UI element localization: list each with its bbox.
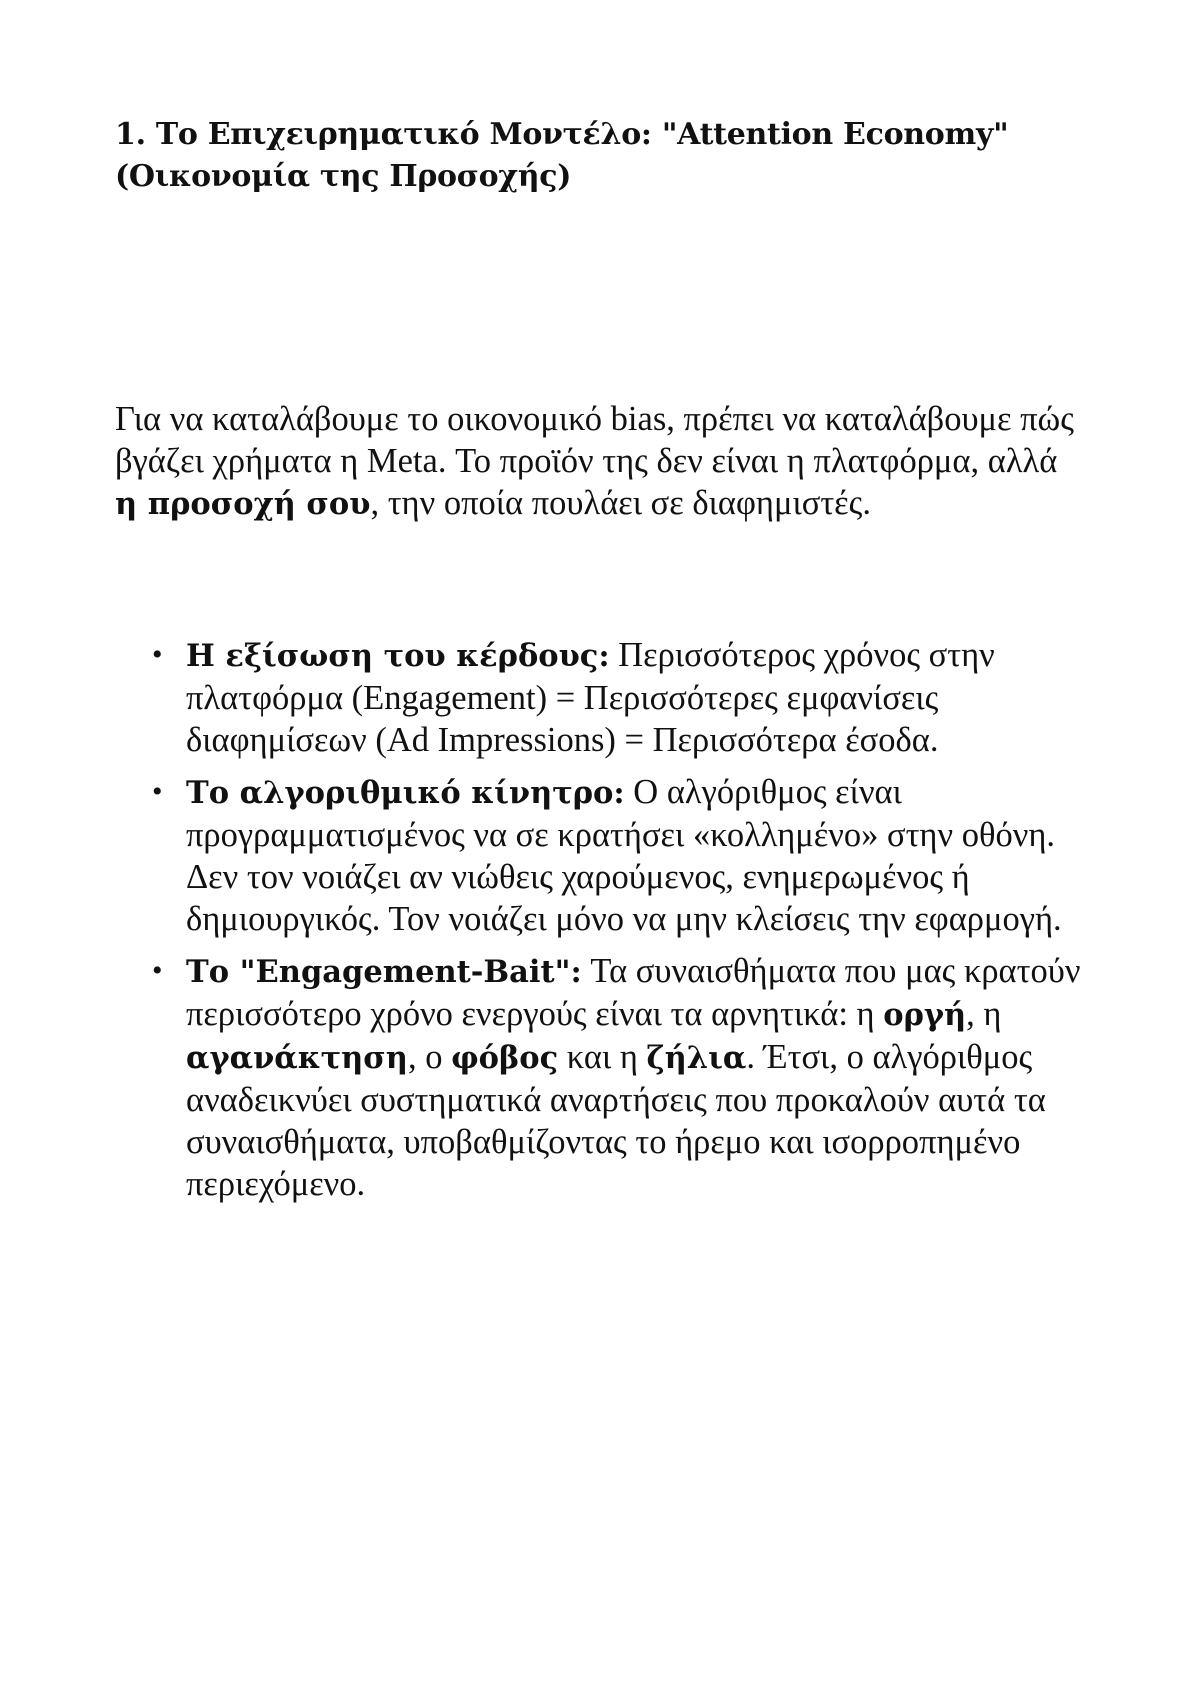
- bullet-list: [150, 634, 1090, 1215]
- bullet-item-profit-equation: [150, 634, 1090, 761]
- bold-indignation: αγανάκτηση: [186, 1040, 408, 1076]
- bullet-marker: •: [152, 638, 163, 671]
- bullet-text-1: Τα συναισθήματα που μας κρατούν περισσότερο χρόνο ενεργούς είναι τα αρνητικά: η: [186, 952, 1081, 1033]
- intro-bold-attention: η προσοχή σου: [115, 486, 371, 522]
- intro-text-2: , την οποία πουλάει σε διαφημιστές.: [370, 484, 871, 522]
- bullet-text-5: . Έτσι, ο αλγόριθμος αναδεικνύει συστηματικά αναρτήσεις που προκαλούν αυτά τα συναισθήματα, υποβαθμίζοντας το ήρεμο και ισορροπημένο περιεχόμενο.: [186, 1038, 1046, 1203]
- bold-anger: οργή: [883, 997, 967, 1033]
- bold-jealousy: ζήλια: [646, 1040, 747, 1076]
- bullet-text: Περισσότερος χρόνος στην πλατφόρμα (Engagement) = Περισσότερες εμφανίσεις διαφημίσεων (Ad Impressions) = Περισσότερα έσοδα.: [186, 636, 995, 759]
- intro-text-1: Για να καταλάβουμε το οικονομικό bias, πρέπει να καταλάβουμε πώς βγάζει χρήματα η Meta. Το προϊόν της δεν είναι η πλατφόρμα, αλλά: [115, 400, 1074, 480]
- bullet-text-2: , η: [966, 995, 1002, 1033]
- bold-fear: φόβος: [451, 1040, 559, 1076]
- bullet-lead: Η εξίσωση του κέρδους:: [186, 638, 610, 674]
- bullet-item-algorithmic-incentive: [150, 771, 1090, 940]
- bullet-item-engagement-bait: [150, 950, 1090, 1205]
- intro-paragraph: [115, 398, 1075, 525]
- bullet-lead: Το αλγοριθμικό κίνητρο:: [186, 775, 625, 811]
- section-heading: 1. Το Επιχειρηματικό Μοντέλο: "Attention Economy" (Οικονομία της Προσοχής): [115, 117, 1009, 194]
- bullet-marker: •: [152, 775, 163, 808]
- bullet-lead: Το "Engagement-Bait":: [186, 954, 582, 990]
- bullet-text-3: , ο: [407, 1038, 452, 1076]
- bullet-marker: •: [152, 954, 163, 987]
- bullet-text: Ο αλγόριθμος είναι προγραμματισμένος να σε κρατήσει «κολλημένο» στην οθόνη. Δεν τον νοιάζει αν νιώθεις χαρούμενος, ενημερωμένος ή δημιουργικός. Τον νοιάζει μόνο να μην κλείσεις την εφαρμογή.: [186, 773, 1062, 938]
- bullet-text-4: και η: [558, 1038, 647, 1076]
